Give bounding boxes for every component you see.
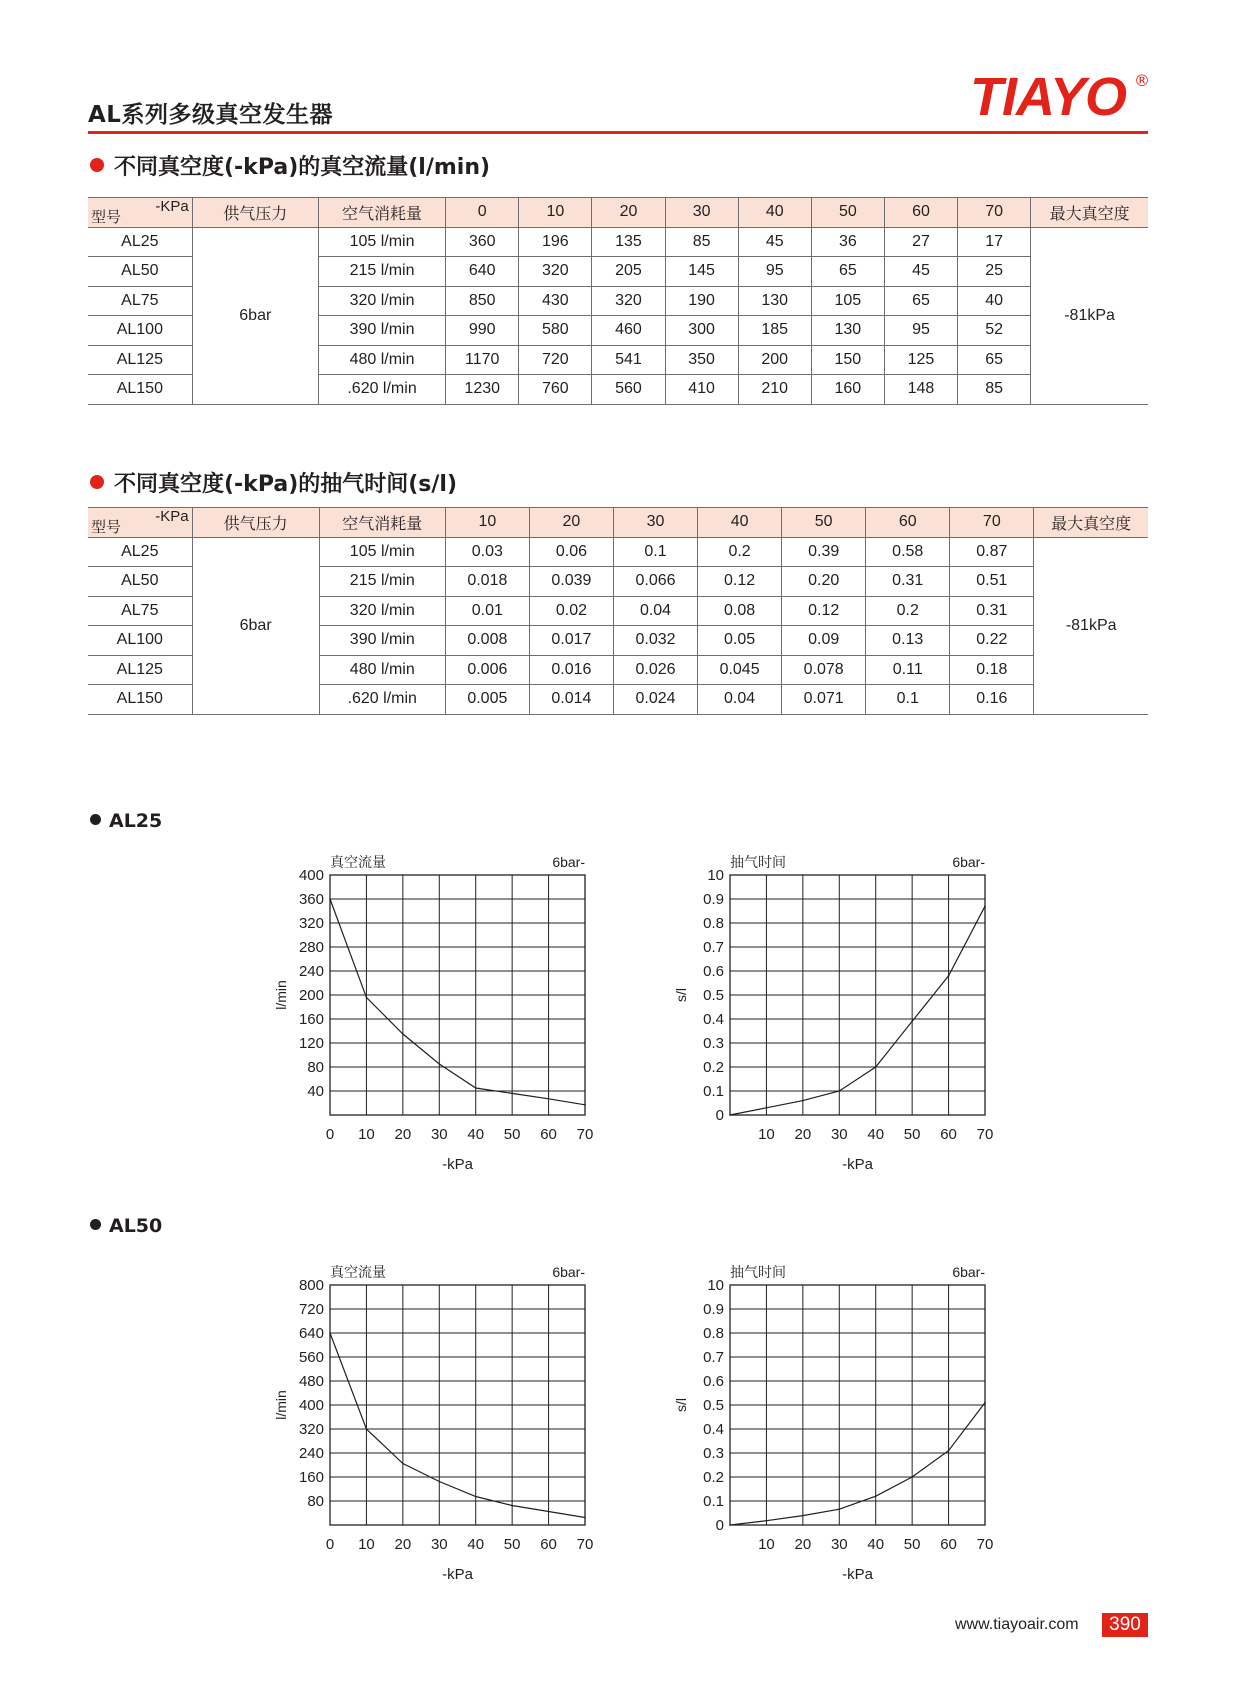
y-tick-label: 0.2	[703, 1059, 724, 1076]
chart-subtitle: 6bar-	[952, 1264, 985, 1280]
value-cell: 190	[665, 286, 738, 316]
max-vacuum-cell: -81kPa	[1031, 227, 1148, 404]
value-cell: 0.39	[782, 537, 866, 567]
pressure-cell: 6bar	[192, 537, 319, 714]
header-vacuum-level: 10	[445, 508, 529, 538]
data-point	[802, 1515, 804, 1517]
value-cell: 0.08	[698, 596, 782, 626]
value-cell: 850	[446, 286, 519, 316]
model-cell: AL125	[88, 655, 192, 685]
y-tick-label: 480	[298, 1373, 324, 1390]
value-cell: 196	[519, 227, 592, 257]
value-cell: 0.03	[445, 537, 529, 567]
brand-logo: TIAYO	[970, 67, 1126, 127]
y-tick-label: 0.8	[703, 915, 724, 932]
value-cell: 720	[519, 345, 592, 375]
al25-flow-chart	[260, 845, 620, 1175]
al50-flow-chart	[260, 1255, 620, 1585]
value-cell: 0.11	[866, 655, 950, 685]
value-cell: 640	[446, 257, 519, 287]
x-tick-label: 30	[430, 1126, 448, 1143]
value-cell: 0.18	[950, 655, 1034, 685]
x-tick-label: 50	[903, 1126, 921, 1143]
table-row	[88, 537, 1148, 567]
value-cell: 0.078	[782, 655, 866, 685]
header-pressure: 供气压力	[192, 508, 319, 538]
header-consumption: 空气消耗量	[319, 508, 445, 538]
model-cell: AL150	[88, 685, 192, 715]
consumption-cell: .620 l/min	[318, 375, 445, 405]
data-point	[875, 1495, 877, 1497]
flow-table-heading	[90, 150, 490, 181]
section-al25-label: AL25	[109, 810, 163, 832]
y-tick-label: 0.3	[703, 1445, 724, 1462]
y-tick-label: 200	[298, 987, 324, 1004]
section-al50-label: AL50	[109, 1215, 163, 1237]
data-point	[729, 1114, 731, 1116]
flow-table-title: 不同真空度(-kPa)的真空流量(l/min)	[114, 155, 491, 180]
y-axis-label: s/l	[673, 1398, 689, 1412]
y-tick-label: 0.6	[703, 1373, 724, 1390]
y-tick-label: 40	[307, 1083, 324, 1100]
x-tick-label: 20	[394, 1126, 412, 1143]
y-tick-label: 0.3	[703, 1035, 724, 1052]
chart-title: 抽气时间	[730, 1264, 786, 1280]
value-cell: 0.045	[698, 655, 782, 685]
x-tick-label: 40	[867, 1126, 885, 1143]
y-tick-label: 560	[298, 1349, 324, 1366]
consumption-cell: 390 l/min	[319, 626, 445, 656]
data-point	[366, 1428, 368, 1430]
value-cell: 135	[592, 227, 665, 257]
header-vacuum-level: 30	[613, 508, 697, 538]
header-consumption: 空气消耗量	[318, 198, 445, 228]
value-cell: 40	[958, 286, 1031, 316]
value-cell: 430	[519, 286, 592, 316]
data-point	[875, 1066, 877, 1068]
value-cell: 410	[665, 375, 738, 405]
value-cell: 150	[811, 345, 884, 375]
y-tick-label: 240	[298, 1445, 324, 1462]
flow-table	[88, 197, 1148, 405]
data-point	[984, 1402, 986, 1404]
model-cell: AL125	[88, 345, 192, 375]
value-cell: 0.026	[613, 655, 697, 685]
y-tick-label: 0.5	[703, 1397, 724, 1414]
value-cell: 350	[665, 345, 738, 375]
value-cell: 17	[958, 227, 1031, 257]
y-tick-label: 360	[298, 891, 324, 908]
corner-header	[88, 198, 192, 228]
chart-grid	[330, 875, 585, 1115]
series-line	[330, 899, 585, 1105]
x-tick-label: 20	[794, 1536, 812, 1553]
value-cell: 0.20	[782, 567, 866, 597]
header-vacuum-level: 50	[811, 198, 884, 228]
data-point	[729, 1524, 731, 1526]
data-point	[548, 1511, 550, 1513]
header-max-vacuum: 最大真空度	[1031, 198, 1148, 228]
value-cell: 65	[958, 345, 1031, 375]
value-cell: 205	[592, 257, 665, 287]
data-point	[766, 1107, 768, 1109]
value-cell: 320	[519, 257, 592, 287]
value-cell: 0.2	[866, 596, 950, 626]
x-tick-label: 50	[503, 1126, 521, 1143]
value-cell: 148	[884, 375, 957, 405]
value-cell: 0.04	[613, 596, 697, 626]
x-tick-label: 40	[467, 1536, 485, 1553]
value-cell: 0.024	[613, 685, 697, 715]
value-cell: 25	[958, 257, 1031, 287]
model-cell: AL25	[88, 537, 192, 567]
value-cell: 0.12	[782, 596, 866, 626]
value-cell: 320	[592, 286, 665, 316]
header-vacuum-level: 20	[529, 508, 613, 538]
y-tick-label: 160	[298, 1469, 324, 1486]
data-point	[438, 1481, 440, 1483]
consumption-cell: 480 l/min	[318, 345, 445, 375]
header-vacuum-level: 50	[782, 508, 866, 538]
y-tick-label: 320	[298, 1421, 324, 1438]
data-point	[475, 1087, 477, 1089]
value-cell: 541	[592, 345, 665, 375]
data-point	[402, 1033, 404, 1035]
header-vacuum-level: 40	[698, 508, 782, 538]
value-cell: 0.51	[950, 567, 1034, 597]
value-cell: 0.039	[529, 567, 613, 597]
consumption-cell: 320 l/min	[319, 596, 445, 626]
x-axis-label: -kPa	[442, 1566, 473, 1583]
y-tick-label: 280	[298, 939, 324, 956]
chart-subtitle: 6bar-	[552, 1264, 585, 1280]
value-cell: 1230	[446, 375, 519, 405]
red-bullet-icon	[90, 158, 104, 172]
value-cell: 990	[446, 316, 519, 346]
value-cell: 27	[884, 227, 957, 257]
x-tick-label: 30	[430, 1536, 448, 1553]
data-point	[511, 1505, 513, 1507]
value-cell: 460	[592, 316, 665, 346]
value-cell: 0.31	[866, 567, 950, 597]
pressure-cell: 6bar	[192, 227, 318, 404]
value-cell: 0.06	[529, 537, 613, 567]
consumption-cell: .620 l/min	[319, 685, 445, 715]
data-point	[329, 1332, 331, 1334]
registered-mark: ®	[1134, 71, 1150, 90]
y-tick-label: 0	[715, 1107, 724, 1124]
y-tick-label: 0.8	[703, 1325, 724, 1342]
model-cell: AL50	[88, 567, 192, 597]
x-tick-label: 30	[830, 1126, 848, 1143]
x-tick-label: 20	[794, 1126, 812, 1143]
x-tick-label: 60	[940, 1126, 957, 1143]
value-cell: 52	[958, 316, 1031, 346]
value-cell: 0.018	[445, 567, 529, 597]
y-tick-label: 800	[298, 1277, 324, 1294]
data-point	[438, 1063, 440, 1065]
model-cell: AL25	[88, 227, 192, 257]
data-point	[329, 898, 331, 900]
header-vacuum-level: 40	[738, 198, 811, 228]
series-line	[730, 906, 985, 1115]
y-tick-label: 10	[707, 867, 724, 884]
value-cell: 0.12	[698, 567, 782, 597]
time-table-title: 不同真空度(-kPa)的抽气时间(s/l)	[114, 472, 458, 497]
header-max-vacuum: 最大真空度	[1034, 508, 1148, 538]
x-tick-label: 50	[903, 1536, 921, 1553]
y-axis-label: l/min	[273, 980, 289, 1010]
data-point	[838, 1090, 840, 1092]
header-vacuum-level: 60	[884, 198, 957, 228]
value-cell: 45	[738, 227, 811, 257]
value-cell: 0.1	[866, 685, 950, 715]
value-cell: 160	[811, 375, 884, 405]
value-cell: 300	[665, 316, 738, 346]
time-table-heading	[90, 467, 457, 498]
table-header-row	[88, 198, 1148, 228]
x-tick-label: 70	[576, 1126, 594, 1143]
x-tick-label: 70	[576, 1536, 594, 1553]
al50-time-chart	[660, 1255, 1020, 1585]
x-tick-label: 70	[976, 1126, 994, 1143]
header-vacuum-level: 70	[950, 508, 1034, 538]
y-tick-label: 400	[298, 867, 324, 884]
y-tick-label: 720	[298, 1301, 324, 1318]
y-tick-label: 0.7	[703, 939, 724, 956]
data-point	[911, 1476, 913, 1478]
value-cell: 36	[811, 227, 884, 257]
data-point	[548, 1098, 550, 1100]
y-axis-label: s/l	[673, 988, 689, 1002]
value-cell: 0.05	[698, 626, 782, 656]
y-tick-label: 0.4	[703, 1421, 724, 1438]
x-tick-label: 10	[758, 1536, 775, 1553]
value-cell: 65	[811, 257, 884, 287]
value-cell: 0.017	[529, 626, 613, 656]
value-cell: 45	[884, 257, 957, 287]
y-tick-label: 0.9	[703, 1301, 724, 1318]
corner-header	[88, 508, 192, 538]
y-tick-label: 160	[298, 1011, 324, 1028]
value-cell: 65	[884, 286, 957, 316]
header-rule	[88, 131, 1148, 134]
value-cell: 185	[738, 316, 811, 346]
value-cell: 125	[884, 345, 957, 375]
x-axis-label: -kPa	[442, 1156, 473, 1173]
value-cell: 0.006	[445, 655, 529, 685]
value-cell: 0.071	[782, 685, 866, 715]
value-cell: 210	[738, 375, 811, 405]
y-axis-label: l/min	[273, 1390, 289, 1420]
x-tick-label: 60	[940, 1536, 957, 1553]
value-cell: 0.13	[866, 626, 950, 656]
series-line	[330, 1333, 585, 1518]
chart-title: 真空流量	[330, 1264, 386, 1280]
value-cell: 0.58	[866, 537, 950, 567]
time-table	[88, 507, 1148, 715]
page-title: AL系列多级真空发生器	[88, 102, 333, 128]
y-tick-label: 0.1	[703, 1493, 724, 1510]
value-cell: 95	[884, 316, 957, 346]
table-row	[88, 227, 1148, 257]
value-cell: 145	[665, 257, 738, 287]
x-axis-label: -kPa	[842, 1566, 873, 1583]
value-cell: 0.016	[529, 655, 613, 685]
value-cell: 0.87	[950, 537, 1034, 567]
header-vacuum-level: 20	[592, 198, 665, 228]
consumption-cell: 215 l/min	[318, 257, 445, 287]
header-vacuum-level: 0	[446, 198, 519, 228]
data-point	[802, 1100, 804, 1102]
x-tick-label: 0	[325, 1536, 335, 1553]
chart-title: 真空流量	[330, 854, 386, 870]
data-point	[402, 1463, 404, 1465]
consumption-cell: 390 l/min	[318, 316, 445, 346]
value-cell: 0.16	[950, 685, 1034, 715]
data-point	[366, 997, 368, 999]
consumption-cell: 105 l/min	[318, 227, 445, 257]
value-cell: 0.008	[445, 626, 529, 656]
data-point	[475, 1496, 477, 1498]
table-header-row	[88, 508, 1148, 538]
corner-model: 型号	[91, 518, 122, 536]
model-cell: AL150	[88, 375, 192, 405]
consumption-cell: 105 l/min	[319, 537, 445, 567]
x-tick-label: 10	[758, 1126, 775, 1143]
y-tick-label: 10	[707, 1277, 724, 1294]
value-cell: 360	[446, 227, 519, 257]
value-cell: 0.014	[529, 685, 613, 715]
value-cell: 130	[811, 316, 884, 346]
data-point	[511, 1093, 513, 1095]
y-tick-label: 0	[715, 1517, 724, 1534]
data-point	[584, 1517, 586, 1519]
value-cell: 0.22	[950, 626, 1034, 656]
x-tick-label: 60	[540, 1126, 557, 1143]
value-cell: 0.1	[613, 537, 697, 567]
header-pressure: 供气压力	[192, 198, 318, 228]
model-cell: AL50	[88, 257, 192, 287]
y-tick-label: 120	[298, 1035, 324, 1052]
chart-subtitle: 6bar-	[552, 854, 585, 870]
data-point	[838, 1508, 840, 1510]
model-cell: AL100	[88, 626, 192, 656]
x-tick-label: 0	[325, 1126, 335, 1143]
x-tick-label: 70	[976, 1536, 994, 1553]
x-tick-label: 10	[358, 1536, 375, 1553]
value-cell: 0.31	[950, 596, 1034, 626]
data-point	[911, 1021, 913, 1023]
value-cell: 0.02	[529, 596, 613, 626]
x-axis-label: -kPa	[842, 1156, 873, 1173]
red-bullet-icon	[90, 475, 104, 489]
data-point	[766, 1520, 768, 1522]
footer-url: www.tiayoair.com	[955, 1616, 1079, 1633]
chart-grid	[730, 1285, 985, 1525]
corner-unit: -KPa	[155, 198, 189, 215]
data-point	[984, 905, 986, 907]
y-tick-label: 0.7	[703, 1349, 724, 1366]
value-cell: 580	[519, 316, 592, 346]
model-cell: AL75	[88, 286, 192, 316]
x-tick-label: 40	[467, 1126, 485, 1143]
data-point	[584, 1104, 586, 1106]
page-number: 390	[1102, 1613, 1148, 1637]
y-tick-label: 320	[298, 915, 324, 932]
header-vacuum-level: 10	[519, 198, 592, 228]
value-cell: 0.066	[613, 567, 697, 597]
header-vacuum-level: 70	[958, 198, 1031, 228]
consumption-cell: 215 l/min	[319, 567, 445, 597]
corner-unit: -KPa	[155, 508, 189, 525]
x-tick-label: 40	[867, 1536, 885, 1553]
y-tick-label: 240	[298, 963, 324, 980]
value-cell: 85	[665, 227, 738, 257]
value-cell: 0.005	[445, 685, 529, 715]
y-tick-label: 0.4	[703, 1011, 724, 1028]
data-point	[948, 1450, 950, 1452]
y-tick-label: 80	[307, 1493, 324, 1510]
bullet-icon	[90, 814, 101, 825]
value-cell: 0.04	[698, 685, 782, 715]
y-tick-label: 0.2	[703, 1469, 724, 1486]
x-tick-label: 50	[503, 1536, 521, 1553]
value-cell: 105	[811, 286, 884, 316]
consumption-cell: 320 l/min	[318, 286, 445, 316]
header-vacuum-level: 30	[665, 198, 738, 228]
bullet-icon	[90, 1219, 101, 1230]
model-cell: AL75	[88, 596, 192, 626]
value-cell: 1170	[446, 345, 519, 375]
value-cell: 0.032	[613, 626, 697, 656]
value-cell: 0.09	[782, 626, 866, 656]
x-tick-label: 30	[830, 1536, 848, 1553]
value-cell: 95	[738, 257, 811, 287]
data-point	[948, 975, 950, 977]
consumption-cell: 480 l/min	[319, 655, 445, 685]
value-cell: 130	[738, 286, 811, 316]
value-cell: 560	[592, 375, 665, 405]
y-tick-label: 400	[298, 1397, 324, 1414]
x-tick-label: 20	[394, 1536, 412, 1553]
value-cell: 85	[958, 375, 1031, 405]
x-tick-label: 60	[540, 1536, 557, 1553]
y-tick-label: 0.6	[703, 963, 724, 980]
y-tick-label: 0.9	[703, 891, 724, 908]
max-vacuum-cell: -81kPa	[1034, 537, 1148, 714]
chart-subtitle: 6bar-	[952, 854, 985, 870]
y-tick-label: 0.1	[703, 1083, 724, 1100]
value-cell: 760	[519, 375, 592, 405]
y-tick-label: 0.5	[703, 987, 724, 1004]
y-tick-label: 80	[307, 1059, 324, 1076]
value-cell: 0.2	[698, 537, 782, 567]
corner-model: 型号	[91, 208, 122, 226]
header-vacuum-level: 60	[866, 508, 950, 538]
section-al25	[90, 810, 162, 832]
al25-time-chart	[660, 845, 1020, 1175]
model-cell: AL100	[88, 316, 192, 346]
y-tick-label: 640	[298, 1325, 324, 1342]
value-cell: 200	[738, 345, 811, 375]
chart-title: 抽气时间	[730, 854, 786, 870]
value-cell: 0.01	[445, 596, 529, 626]
x-tick-label: 10	[358, 1126, 375, 1143]
section-al50	[90, 1215, 162, 1237]
series-line	[730, 1403, 985, 1525]
